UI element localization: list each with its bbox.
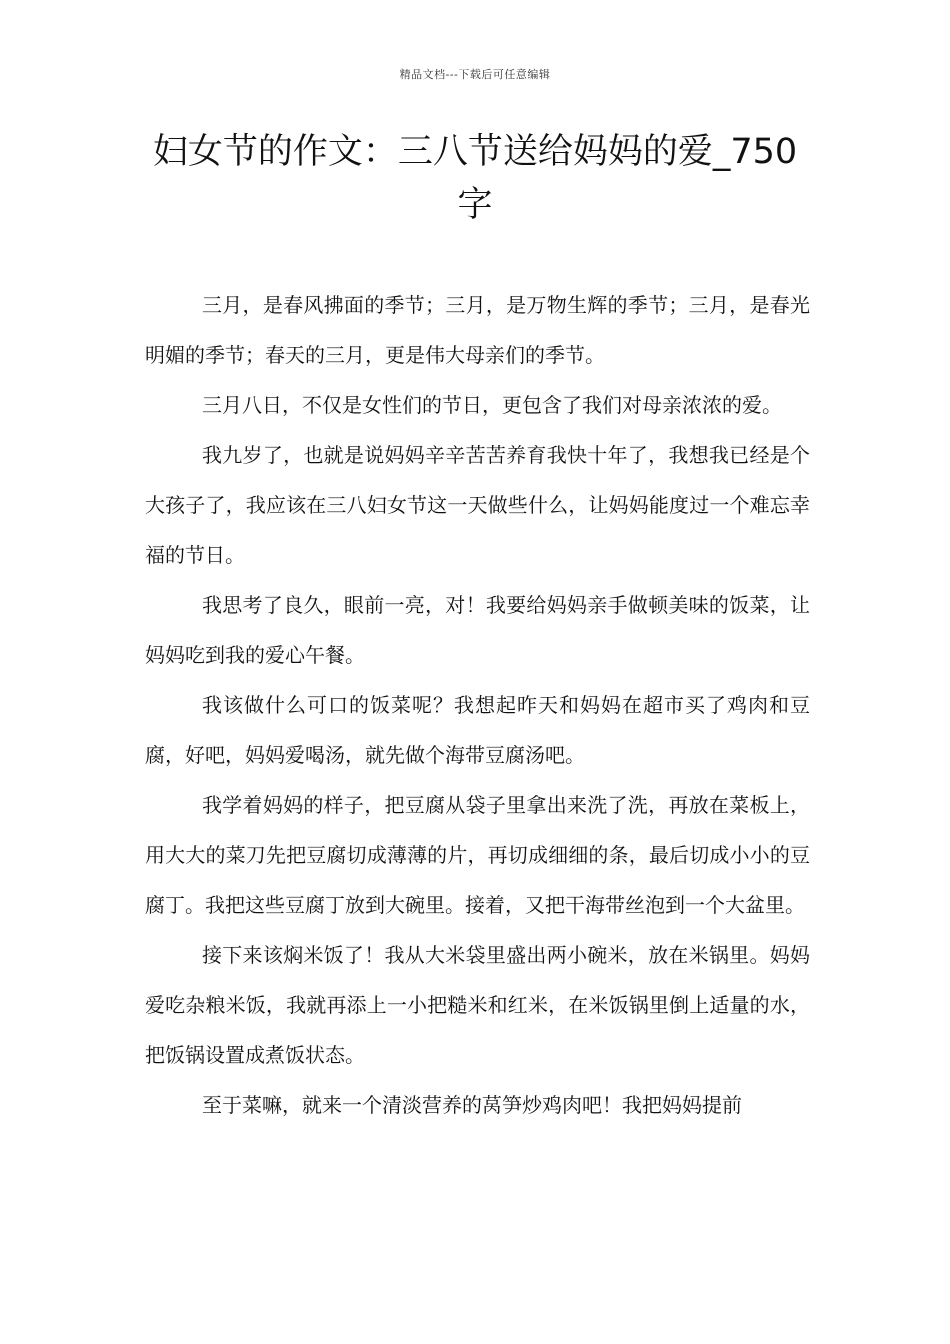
header-note: 精品文档---下载后可任意编辑	[399, 68, 551, 81]
document-body	[145, 280, 810, 1130]
paragraph: 接下来该焖米饭了！我从大米袋里盛出两小碗米，放在米锅里。妈妈爱吃杂粮米饭，我就再添上一小把糙米和红米，在米饭锅里倒上适量的水，把饭锅设置成煮饭状态。	[145, 943, 810, 1067]
paragraph: 至于菜嘛，就来一个清淡营养的莴笋炒鸡肉吧！我把妈妈提前	[202, 1093, 742, 1117]
paragraph: 我学着妈妈的样子，把豆腐从袋子里拿出来洗了洗，再放在菜板上，用大大的菜刀先把豆腐切成薄薄的片，再切成细细的条，最后切成小小的豆腐丁。我把这些豆腐丁放到大碗里。接着，又把干海带丝泡到一个大盆里。	[145, 793, 810, 917]
paragraph: 我思考了良久，眼前一亮，对！我要给妈妈亲手做顿美味的饭菜，让妈妈吃到我的爱心午餐。	[145, 593, 810, 667]
paragraph: 我九岁了，也就是说妈妈辛辛苦苦养育我快十年了，我想我已经是个大孩子了，我应该在三八妇女节这一天做些什么，让妈妈能度过一个难忘幸福的节日。	[145, 443, 810, 567]
paragraph: 我该做什么可口的饭菜呢？我想起昨天和妈妈在超市买了鸡肉和豆腐，好吧，妈妈爱喝汤，就先做个海带豆腐汤吧。	[145, 693, 810, 767]
paragraph: 三月，是春风拂面的季节；三月，是万物生辉的季节；三月，是春光明媚的季节；春天的三月，更是伟大母亲们的季节。	[145, 293, 810, 367]
paragraph: 三月八日，不仅是女性们的节日，更包含了我们对母亲浓浓的爱。	[202, 393, 782, 417]
document-title: 妇女节的作文：三八节送给妈妈的爱_750字	[152, 132, 798, 225]
